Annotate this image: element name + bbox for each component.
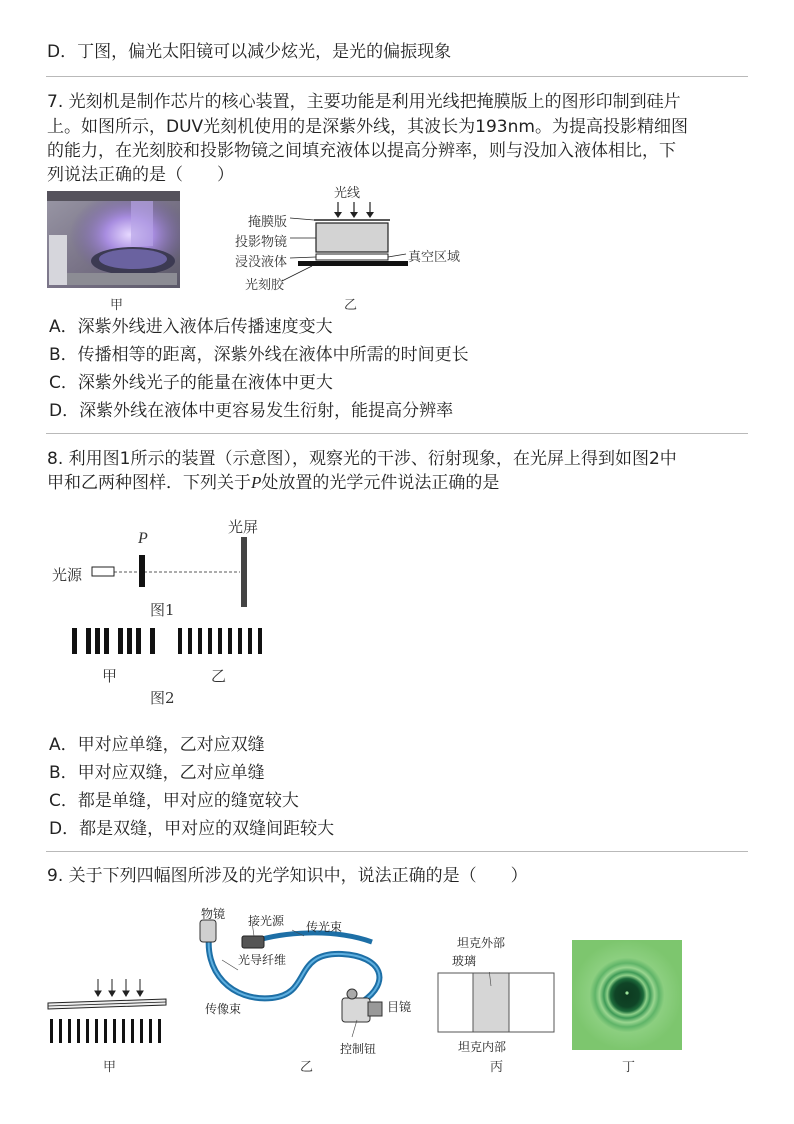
q9-caption-bing: 丙 (490, 1060, 504, 1075)
q9-fig-ding (572, 940, 682, 1050)
q9-stem: 9. 关于下列四幅图所涉及的光学知识中，说法正确的是（ ） (47, 866, 528, 886)
q9-yi-image-beam: 传像束 (205, 1002, 242, 1016)
q9-fig-jia (46, 975, 171, 1045)
q9-fig-bing (437, 972, 557, 1034)
q7-stem-line3: 的能力，在光刻胶和投影物镜之间填充液体以提高分辨率，则与没加入液体相比，下 (47, 141, 676, 161)
q9-yi-eyepiece: 目镜 (387, 1000, 412, 1014)
q7-label-light: 光线 (334, 186, 361, 201)
q8-stem-line2: 甲和乙两种图样．下列关于P处放置的光学元件说法正确的是 (47, 473, 500, 493)
q7-label-liquid: 浸没液体 (235, 255, 288, 270)
q8-fig2-jia: 甲 (102, 667, 118, 685)
q9-bing-inside: 坦克内部 (458, 1040, 507, 1054)
q7-option-a: A．深紫外线进入液体后传播速度变大 (49, 317, 333, 337)
q9-caption-yi: 乙 (300, 1060, 314, 1075)
q8-option-d: D．都是双缝，甲对应的双缝间距较大 (49, 819, 335, 839)
q9-yi-objective: 物镜 (201, 907, 226, 921)
q9-bing-glass: 玻璃 (452, 954, 477, 968)
q7-stem-line1: 7. 光刻机是制作芯片的核心装置，主要功能是利用光线把掩膜版上的图形印制到硅片 (47, 92, 681, 112)
q8-fig2-yi: 乙 (211, 667, 227, 685)
q8-option-b: B．甲对应双缝，乙对应单缝 (49, 763, 265, 783)
q9-yi-fiber: 光导纤维 (238, 953, 287, 967)
q7-option-c: C．深紫外线光子的能量在液体中更大 (49, 373, 333, 393)
q7-stem-line4: 列说法正确的是（ ） (47, 165, 234, 185)
q8-fig2-caption: 图2 (150, 689, 175, 707)
q7-label-vacuum: 真空区域 (408, 250, 461, 265)
q7-option-d: D．深紫外线在液体中更容易发生衍射，能提高分辨率 (49, 401, 454, 421)
q8-stem-line1: 8. 利用图1所示的装置（示意图），观察光的干涉、衍射现象，在光屏上得到如图2中 (47, 449, 677, 469)
q7-stem-line2: 上。如图所示，DUV光刻机使用的是深紫外线，其波长为193nm。为提高投影精细图 (47, 117, 688, 137)
q8-option-c: C．都是单缝，甲对应的缝宽较大 (49, 791, 299, 811)
q7-option-b: B．传播相等的距离，深紫外线在液体中所需的时间更长 (49, 345, 469, 365)
q7-label-lens: 投影物镜 (235, 235, 288, 250)
q9-caption-ding: 丁 (622, 1060, 636, 1075)
divider (46, 851, 748, 852)
divider (46, 76, 748, 77)
q7-label-mask: 掩膜版 (248, 215, 288, 230)
variable-p: P (251, 473, 262, 492)
q9-yi-light-source: 接光源 (248, 914, 285, 928)
q9-yi-control: 控制钮 (340, 1042, 377, 1056)
q9-fig-yi (192, 902, 412, 1052)
divider (46, 433, 748, 434)
q8-label-screen: 光屏 (228, 518, 259, 536)
q9-yi-light-beam: 传光束 (306, 920, 343, 934)
q8-fig1-caption: 图1 (150, 601, 175, 619)
q8-option-a: A．甲对应单缝，乙对应双缝 (49, 735, 265, 755)
q7-label-resist: 光刻胶 (245, 278, 285, 293)
q6-option-d: D．丁图，偏光太阳镜可以减少炫光，是光的偏振现象 (47, 42, 452, 62)
q7-fig-yi-caption: 乙 (344, 298, 358, 313)
q9-bing-outside: 坦克外部 (457, 936, 506, 950)
q7-photo-lithography (47, 191, 180, 288)
q8-label-source: 光源 (52, 566, 83, 584)
q7-fig-jia-caption: 甲 (110, 298, 124, 313)
q8-label-p: P (138, 530, 148, 547)
q8-fig2-patterns (70, 628, 270, 656)
q9-caption-jia: 甲 (103, 1060, 117, 1075)
